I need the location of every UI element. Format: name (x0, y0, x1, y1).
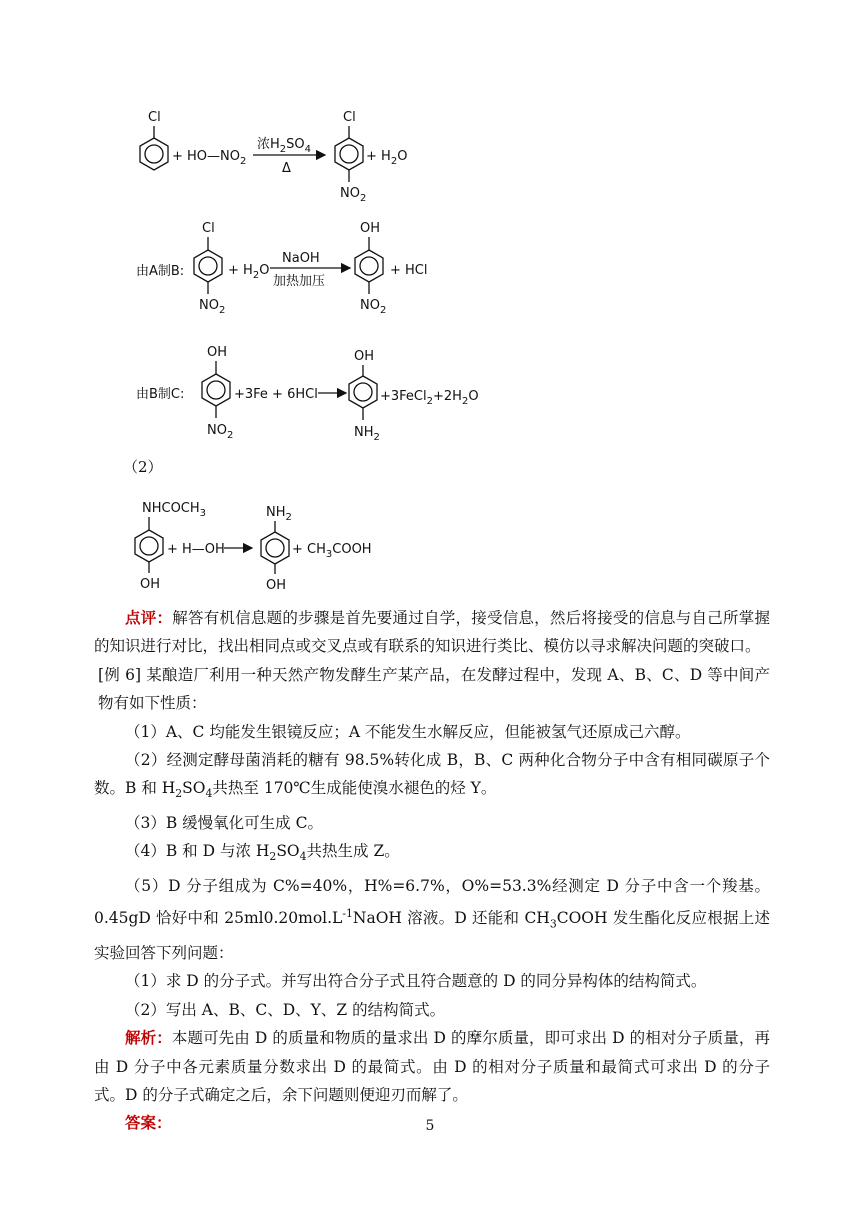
r1-reagent: + $HO—NO_2$ (172, 149, 247, 167)
r1-byproduct: + $H_2O$ (366, 149, 408, 167)
r2-product-bottom: $NO_2$ (360, 298, 387, 316)
r3-prefix: 由B制C: (136, 387, 185, 402)
r4-sub-top: $NHCOCH_3$ (142, 501, 207, 519)
r2-byproduct: + HCl (390, 263, 428, 278)
r1-sub-top: Cl (148, 110, 161, 125)
benzene-ring-icon (140, 138, 168, 170)
property-5: （5）D 分子组成为 C%=40%，H%=6.7%，O%=53.3%经测定 D 分子中含一个羧基。0.45gD 恰好中和 $25ml0.20mol.L^{-1}NaOH$ 溶液。D 还能和 $CH_3COOH$ 发生酯化反应根据上述实验回答下列问题： (94, 876, 770, 962)
property-4: （4）B 和 D 与浓 $H_2SO_4$共热生成 Z。 (125, 842, 400, 864)
part-2-label: （2） (123, 458, 163, 476)
question-1: （1）求 D 的分子式。并写出符合分子式且符合题意的 D 的同分异构体的结构简式。 (125, 972, 707, 991)
comment-paragraph (94, 604, 770, 661)
example-6-intro: [例 6] 某酿造厂利用一种天然产物发酵生产某产品，在发酵过程中，发现 A、B、C、D 等中间产物有如下性质： (98, 665, 770, 713)
r2-sub-top: Cl (202, 221, 215, 236)
r2-product-top: OH (360, 221, 381, 236)
document-body (94, 604, 770, 1138)
r2-arrow-top: NaOH (282, 251, 320, 266)
r2-prefix: 由A制B: (136, 264, 185, 279)
analysis-text: 本题可先由 D 的质量和物质的量求出 D 的摩尔质量，即可求出 D 的相对分子质量，再由 D 分子中各元素质量分数求出 D 的最简式。由 D 的相对分子质量和最简式可求出 D 的分子式。D 的分子式确定之后，余下问题则便迎刃而解了。 (94, 1029, 770, 1104)
reaction-2 (136, 221, 428, 316)
r2-sub-bottom: $NO_2$ (199, 298, 226, 316)
reaction-1 (140, 110, 407, 204)
r4-reagent: + H—OH (167, 542, 225, 557)
analysis-label: 解析： (125, 1028, 172, 1048)
r3-sub-top: OH (207, 345, 228, 360)
comment-label: 点评： (125, 608, 173, 627)
comment-text: 解答有机信息题的步骤是首先要通过自学，接受信息，然后将接受的信息与自己所掌握的知识进行对比，找出相同点或交叉点或有联系的知识进行类比、模仿以寻求解决问题的突破口。 (94, 609, 770, 656)
r1-arrow-top: 浓$H_2SO_4$ (257, 137, 312, 155)
r4-product-bottom: OH (266, 578, 287, 593)
r3-sub-bottom: $NO_2$ (207, 423, 234, 441)
r1-product-bottom: $NO_2$ (340, 186, 367, 204)
r4-byproduct: + $CH_3COOH$ (292, 542, 372, 560)
r3-product-top: OH (354, 349, 375, 364)
r2-arrow-bottom: 加热加压 (273, 274, 326, 289)
reaction-3 (136, 345, 479, 443)
answer-label: 答案： (125, 1113, 172, 1133)
r1-arrow-bottom: Δ (282, 161, 291, 176)
r1-product-top: Cl (343, 110, 356, 125)
analysis-paragraph (94, 1024, 770, 1109)
page-number: 5 (425, 1118, 435, 1134)
reaction-schemes (0, 0, 860, 600)
question-2: （2）写出 A、B、C、D、Y、Z 的结构简式。 (125, 1000, 446, 1019)
property-1: （1）A、C 均能发生银镜反应；A 不能发生水解反应，但能被氢气还原成己六醇。 (125, 722, 691, 741)
r3-byproduct: $+3FeCl_2+2H_2O$ (380, 389, 479, 407)
property-2: （2）经测定酵母菌消耗的糖有 98.5%转化成 B，B、C 两种化合物分子中含有相同碳原子个数。B 和 $H_2SO_4$共热至 170℃生成能使溴水褪色的烃 Y。 (94, 751, 770, 801)
property-3: （3）B 缓慢氧化可生成 C。 (125, 813, 323, 832)
reaction-4 (135, 501, 372, 593)
r3-product-bottom: $NH_2$ (354, 425, 380, 443)
r3-reagents: +3Fe + 6HCl (234, 387, 318, 402)
r4-sub-bottom: OH (140, 577, 161, 592)
r4-product-top: $NH_2$ (266, 505, 292, 523)
r2-reagent: + $H_2O$ (228, 263, 270, 281)
